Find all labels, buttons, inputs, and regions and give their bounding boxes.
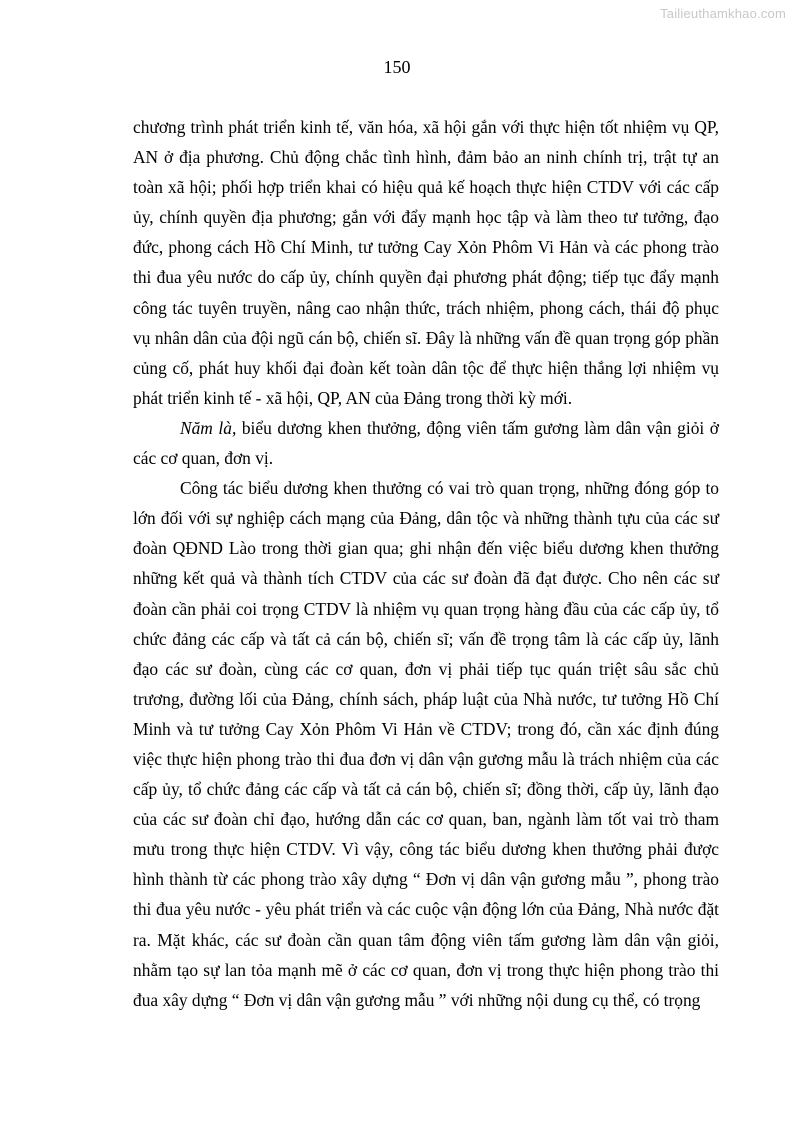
page-number: 150 — [383, 57, 411, 77]
paragraph-1: chương trình phát triển kinh tế, văn hóa, xã hội gắn với thực hiện tốt nhiệm vụ QP, AN ở địa phương. Chủ động chắc tình hình, đảm bảo an ninh chính trị, trật tự an toàn xã hội; phối hợp triển khai có hiệu quả kế hoạch thực hiện CTDV với các cấp ủy, chính quyền địa phương; gắn với đẩy mạnh học tập và làm theo tư tưởng, đạo đức, phong cách Hồ Chí Minh, tư tưởng Cay Xỏn Phôm Vi Hản và các phong trào thi đua yêu nước do cấp ủy, chính quyền đại phương phát động; tiếp tục đẩy mạnh công tác tuyên truyền, nâng cao nhận thức, trách nhiệm, phong cách, thái độ phục vụ nhân dân của đội ngũ cán bộ, chiến sĩ. Đây là những vấn đề quan trọng góp phần củng cố, phát huy khối đại đoàn kết toàn dân tộc để thực hiện thắng lợi nhiệm vụ phát triển kinh tế - xã hội, QP, AN của Đảng trong thời kỳ mới. — [133, 117, 719, 408]
paragraph-2-lead: Năm là, — [180, 417, 237, 438]
paragraph-2-text: biểu dương khen thưởng, động viên tấm gương làm dân vận giỏi ở các cơ quan, đơn vị. — [133, 417, 719, 469]
paragraph-3: Công tác biểu dương khen thưởng có vai trò quan trọng, những đóng góp to lớn đối với sự nghiệp cách mạng của Đảng, dân tộc và những thành tựu của các sư đoàn QĐND Lào trong thời gian qua; ghi nhận đến việc biểu dương khen thưởng những kết quả và thành tích CTDV của các sư đoàn đã đạt được. Cho nên các sư đoàn cần phải coi trọng CTDV là nhiệm vụ quan trọng hàng đầu của các cấp ủy, tổ chức đảng các cấp và tất cả cán bộ, chiến sĩ; vấn đề trọng tâm là các cấp ủy, lãnh đạo các sư đoàn, cùng các cơ quan, đơn vị phải tiếp tục quán triệt sâu sắc chủ trương, đường lối của Đảng, chính sách, pháp luật của Nhà nước, tư tưởng Hồ Chí Minh và tư tưởng Cay Xỏn Phôm Vi Hản về CTDV; trong đó, cần xác định đúng việc thực hiện phong trào thi đua đơn vị dân vận gương mẫu là trách nhiệm của các cấp ủy, tổ chức đảng các cấp và tất cả cán bộ, chiến sĩ; đồng thời, cấp ủy, lãnh đạo của các sư đoàn chỉ đạo, hướng dẫn các cơ quan, ban, ngành làm tốt vai trò tham mưu trong thực hiện CTDV. Vì vậy, công tác biểu dương khen thưởng phải được hình thành từ các phong trào xây dựng “ Đơn vị dân vận gương mẫu ”, phong trào thi đua yêu nước - yêu phát triển và các cuộc vận động lớn của Đảng, Nhà nước đặt ra. Mặt khác, các sư đoàn cần quan tâm động viên tấm gương làm dân vận giỏi, nhằm tạo sự lan tỏa mạnh mẽ ở các cơ quan, đơn vị trong thực hiện phong trào thi đua xây dựng “ Đơn vị dân vận gương mẫu ” với những nội dung cụ thể, có trọng — [133, 478, 719, 1010]
paragraph-2 — [133, 413, 719, 473]
watermark: Tailieuthamkhao.com — [660, 6, 786, 21]
body-text — [133, 112, 719, 1015]
